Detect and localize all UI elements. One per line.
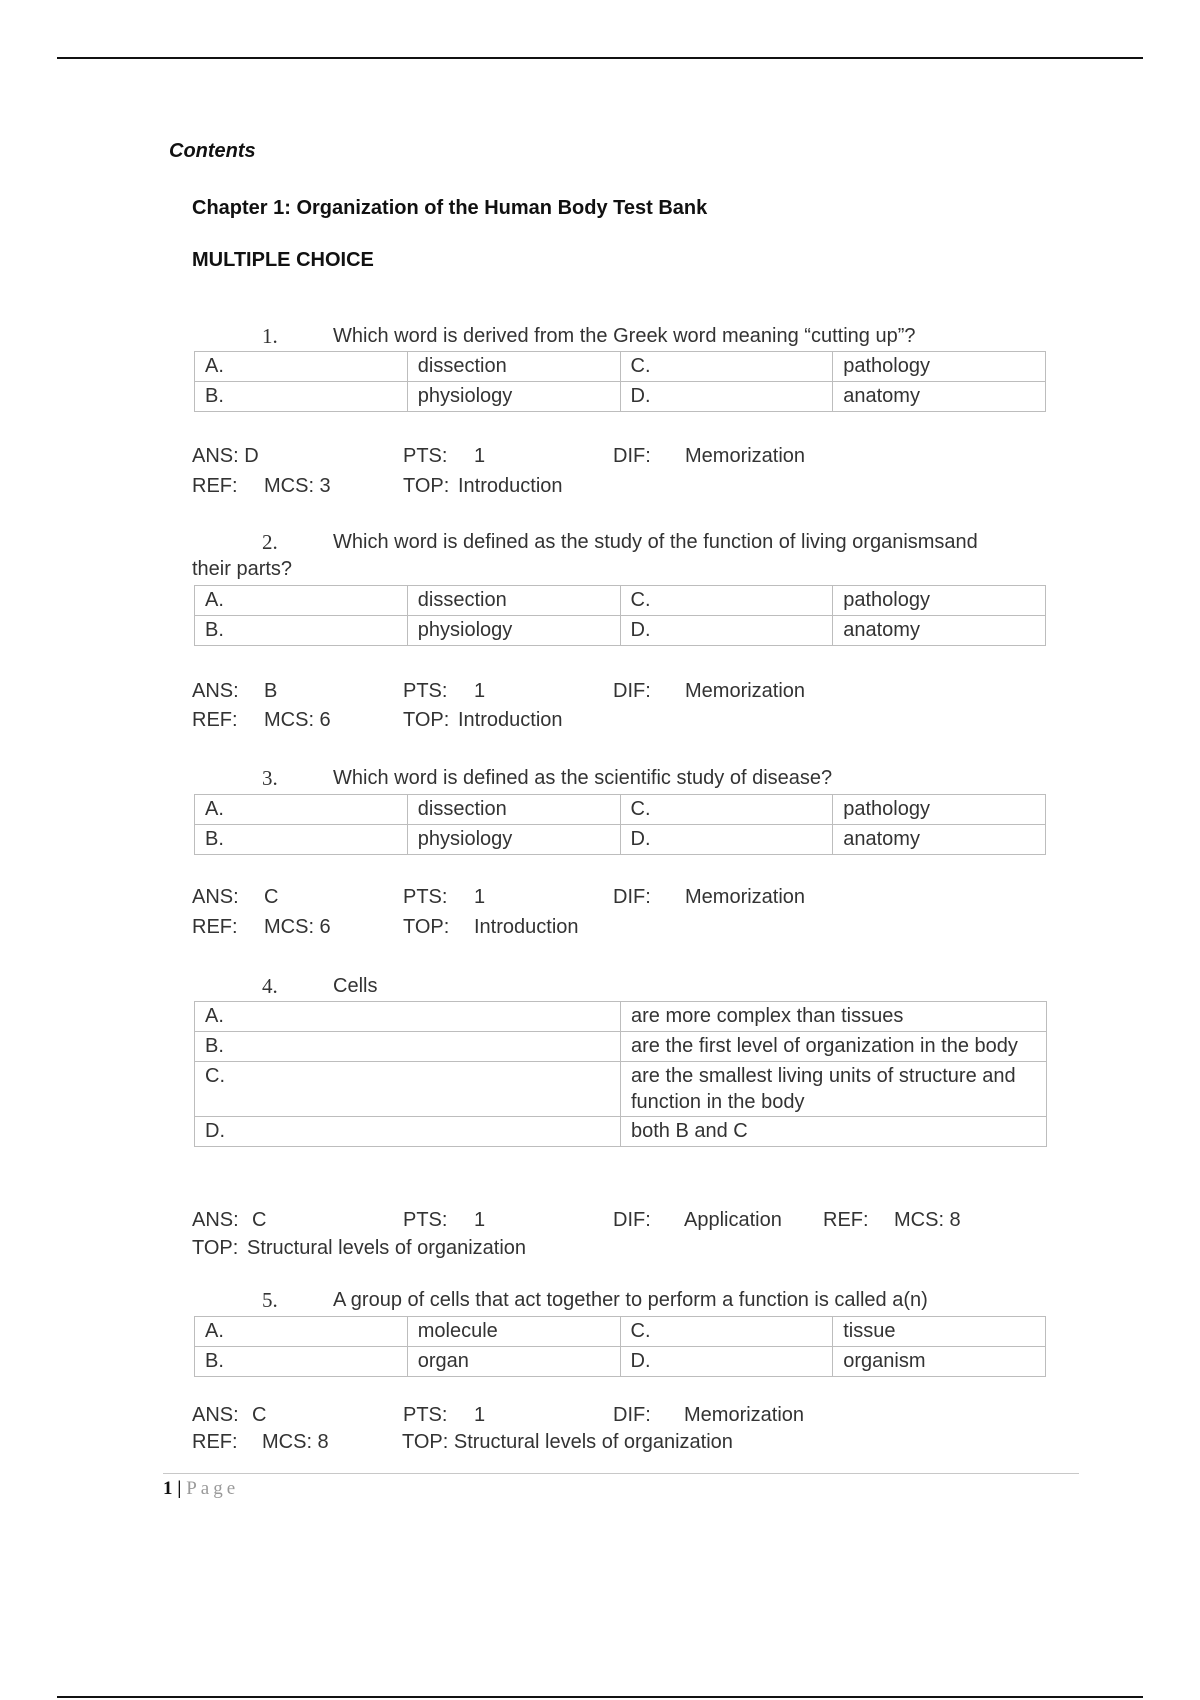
page-footer — [163, 1478, 239, 1500]
options-table — [194, 351, 1046, 412]
points-value: 1 — [474, 1404, 486, 1426]
question-number: 5. — [262, 1288, 278, 1312]
option-text: molecule — [407, 1317, 620, 1347]
chapter-title: Chapter 1: Organization of the Human Body Test Bank — [192, 197, 708, 219]
reference-value: MCS: 8 — [894, 1209, 961, 1231]
reference-value: MCS: 6 — [264, 709, 331, 731]
options-table — [194, 794, 1046, 855]
table-row — [195, 586, 1046, 616]
option-letter: C. — [620, 795, 833, 825]
points-label: PTS: — [403, 1209, 448, 1231]
topic-label: TOP: — [403, 916, 450, 938]
option-text: physiology — [407, 616, 620, 646]
question-number: 1. — [262, 324, 278, 348]
table-row — [195, 382, 1046, 412]
topic-label: TOP: — [192, 1237, 239, 1259]
table-row — [195, 616, 1046, 646]
topic-value: Structural levels of organization — [247, 1237, 527, 1259]
answer-label: ANS: — [192, 680, 239, 702]
question-number: 4. — [262, 974, 278, 998]
option-text: anatomy — [833, 825, 1046, 855]
table-row — [195, 1032, 1047, 1062]
answer-value: C — [252, 1404, 267, 1426]
question-text: Cells — [333, 975, 378, 997]
option-letter: B. — [195, 616, 408, 646]
option-letter: B. — [195, 825, 408, 855]
answer-value: C — [252, 1209, 267, 1231]
points-value: 1 — [474, 680, 486, 702]
points-label: PTS: — [403, 445, 448, 467]
option-letter: B. — [195, 382, 408, 412]
question-text: Which word is derived from the Greek word meaning “cutting up”? — [333, 325, 916, 347]
option-letter: D. — [620, 382, 833, 412]
option-letter: A. — [195, 1002, 621, 1032]
option-text: dissection — [407, 352, 620, 382]
option-letter: A. — [195, 795, 408, 825]
topic-value: Introduction — [458, 475, 563, 497]
option-letter: C. — [620, 1317, 833, 1347]
difficulty-label: DIF: — [613, 1209, 651, 1231]
reference-value: MCS: 3 — [264, 475, 331, 497]
topic-value: Introduction — [474, 916, 579, 938]
option-letter: B. — [195, 1032, 621, 1062]
answer-label: ANS: — [192, 1404, 239, 1426]
answer-label: ANS: — [192, 886, 239, 908]
option-letter: A. — [195, 586, 408, 616]
option-text: dissection — [407, 795, 620, 825]
option-letter: D. — [195, 1117, 621, 1147]
option-text: anatomy — [833, 616, 1046, 646]
option-letter: A. — [195, 1317, 408, 1347]
option-text: pathology — [833, 352, 1046, 382]
option-text: physiology — [407, 382, 620, 412]
section-title: MULTIPLE CHOICE — [192, 249, 374, 271]
footer-rule — [163, 1473, 1079, 1474]
points-value: 1 — [474, 445, 486, 467]
option-text: organ — [407, 1347, 620, 1377]
difficulty-label: DIF: — [613, 1404, 651, 1426]
topic-label: TOP: — [403, 709, 450, 731]
topic-label: TOP: — [403, 475, 450, 497]
table-row — [195, 1062, 1047, 1117]
option-letter: D. — [620, 825, 833, 855]
options-table — [194, 1316, 1046, 1377]
points-value: 1 — [474, 886, 486, 908]
question-text: Which word is defined as the study of the function of living organismsand — [333, 531, 978, 553]
points-label: PTS: — [403, 680, 448, 702]
option-text: physiology — [407, 825, 620, 855]
difficulty-label: DIF: — [613, 445, 651, 467]
question-number: 2. — [262, 530, 278, 554]
question-text: A group of cells that act together to perform a function is called a(n) — [333, 1289, 928, 1311]
table-row — [195, 1347, 1046, 1377]
options-table — [194, 585, 1046, 646]
option-text: both B and C — [621, 1117, 1047, 1147]
topic-value: Introduction — [458, 709, 563, 731]
table-row — [195, 1002, 1047, 1032]
option-text: dissection — [407, 586, 620, 616]
difficulty-value: Application — [684, 1209, 782, 1231]
question-text: Which word is defined as the scientific study of disease? — [333, 767, 833, 789]
reference-value: MCS: 6 — [264, 916, 331, 938]
reference-label: REF: — [823, 1209, 869, 1231]
difficulty-value: Memorization — [685, 680, 806, 702]
option-letter: B. — [195, 1347, 408, 1377]
question-text-continued: their parts? — [192, 558, 293, 580]
option-text: are the smallest living units of structure and function in the body — [621, 1062, 1047, 1117]
topic-label: TOP: Structural levels of organization — [402, 1431, 733, 1453]
table-row — [195, 825, 1046, 855]
option-letter: D. — [620, 1347, 833, 1377]
page-number: 1 — [163, 1478, 173, 1499]
options-table — [194, 1001, 1047, 1147]
page-separator: | — [177, 1478, 182, 1499]
contents-heading: Contents — [169, 140, 256, 162]
points-label: PTS: — [403, 1404, 448, 1426]
option-text: anatomy — [833, 382, 1046, 412]
option-text: are the first level of organization in the body — [621, 1032, 1047, 1062]
table-row — [195, 1117, 1047, 1147]
top-rule — [57, 57, 1143, 59]
table-row — [195, 795, 1046, 825]
option-letter: D. — [620, 616, 833, 646]
option-text: tissue — [833, 1317, 1046, 1347]
difficulty-value: Memorization — [684, 1404, 805, 1426]
answer-label: ANS: D — [192, 445, 259, 467]
option-letter: C. — [620, 352, 833, 382]
answer-value: B — [264, 680, 278, 702]
option-text: are more complex than tissues — [621, 1002, 1047, 1032]
option-text: pathology — [833, 795, 1046, 825]
points-label: PTS: — [403, 886, 448, 908]
difficulty-label: DIF: — [613, 886, 651, 908]
option-text: pathology — [833, 586, 1046, 616]
reference-label: REF: — [192, 709, 238, 731]
option-letter: C. — [195, 1062, 621, 1117]
question-number: 3. — [262, 766, 278, 790]
reference-label: REF: — [192, 475, 238, 497]
difficulty-label: DIF: — [613, 680, 651, 702]
difficulty-value: Memorization — [685, 886, 806, 908]
page-label: Page — [186, 1478, 240, 1499]
option-text: organism — [833, 1347, 1046, 1377]
answer-label: ANS: — [192, 1209, 239, 1231]
difficulty-value: Memorization — [685, 445, 806, 467]
option-letter: A. — [195, 352, 408, 382]
bottom-rule — [57, 1696, 1143, 1698]
option-letter: C. — [620, 586, 833, 616]
points-value: 1 — [474, 1209, 486, 1231]
table-row — [195, 1317, 1046, 1347]
reference-value: MCS: 8 — [262, 1431, 329, 1453]
answer-value: C — [264, 886, 279, 908]
reference-label: REF: — [192, 916, 238, 938]
reference-label: REF: — [192, 1431, 238, 1453]
table-row — [195, 352, 1046, 382]
